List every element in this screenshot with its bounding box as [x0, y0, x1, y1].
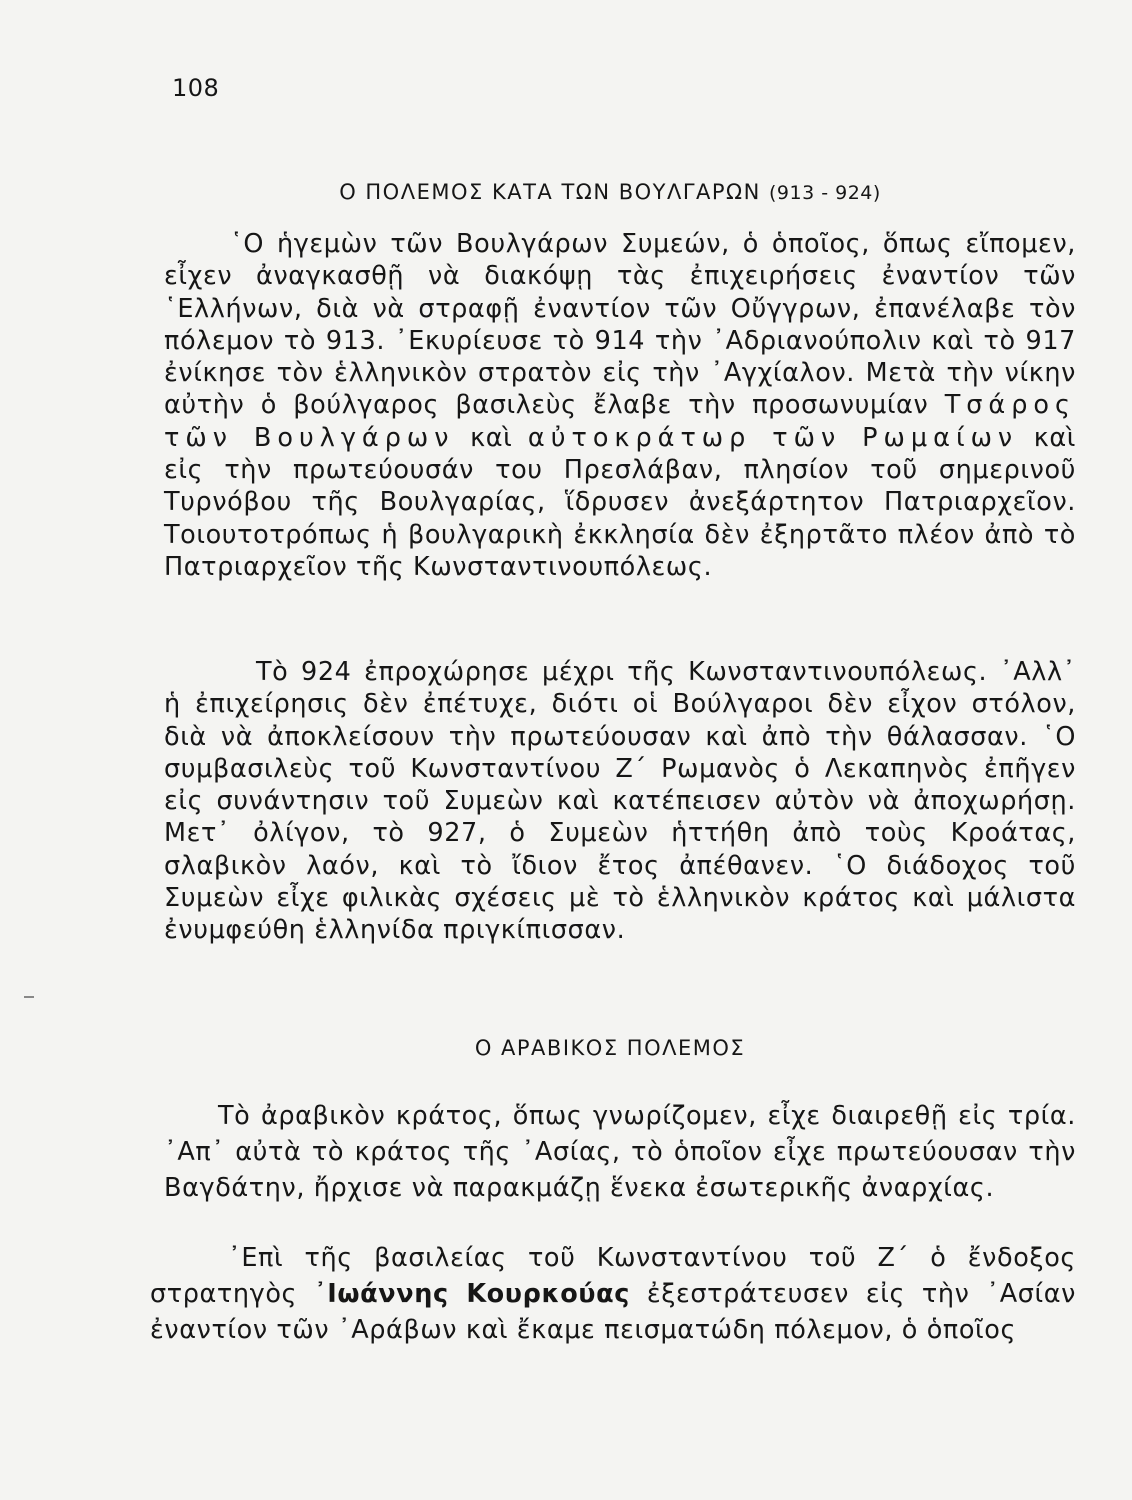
- paragraph-text: ἐξεστράτευσεν εἰς τὴν ᾿Ασίαν ἐναντίον τῶν ᾿Αράβων καὶ ἔκαμε πεισματώδη πόλεμον, ὁ ὁποῖος: [150, 1279, 1076, 1345]
- spaced-title-emperor: αὐτοκράτωρ τῶν Ρωμαίων: [527, 422, 1019, 453]
- page-number: 108: [172, 74, 220, 102]
- general-name: ᾿Ιωάννης Κουρκούας: [313, 1279, 630, 1309]
- section-heading-years: (913 - 924): [769, 182, 881, 204]
- spaced-title-tsar: Τσάρος τῶν Βουλγάρων: [164, 390, 1076, 453]
- section-heading-bulgarian-war: [130, 180, 1090, 204]
- paragraph-text: καὶ εἰς τὴν πρωτεύουσάν του Πρεσλάβαν, πλησίον τοῦ σημερινοῦ Τυρνόβου τῆς Βουλγαρίας, ἵδρυσεν ἀνεξάρτητον Πατριαρχεῖον. Τοιουτοτρόπως ἡ βουλγαρικὴ ἐκκλησία δὲν ἐξηρτᾶτο πλέον ἀπὸ τὸ Πατριαρχεῖον τῆς Κωνσταντινουπόλεως.: [164, 422, 1077, 582]
- section-heading-title: Ο ΠΟΛΕΜΟΣ ΚΑΤΑ ΤΩΝ ΒΟΥΛΓΑΡΩΝ: [339, 180, 761, 204]
- paragraph-siege-924: Τὸ 924 ἐπροχώρησε μέχρι τῆς Κωνσταντινουπόλεως. ᾿Αλλ᾿ ἡ ἐπιχείρησις δὲν ἐπέτυχε, διότι οἱ Βούλγαροι δὲν εἶχον στόλον, διὰ νὰ ἀποκλείσουν τὴν πρωτεύουσαν καὶ ἀπὸ τὴν θάλασσαν. ῾Ο συμβασιλεὺς τοῦ Κωνσταντίνου Ζ΄ Ρωμανὸς ὁ Λεκαπηνὸς ἐπῆγεν εἰς συνάντησιν τοῦ Συμεὼν καὶ κατέπεισεν αὐτὸν νὰ ἀποχωρήσῃ. Μετ᾿ ὀλίγον, τὸ 927, ὁ Συμεὼν ἡττήθη ἀπὸ τοὺς Κροάτας, σλαβικὸν λαόν, καὶ τὸ ἴδιον ἔτος ἀπέθανεν. ῾Ο διάδοχος τοῦ Συμεὼν εἶχε φιλικὰς σχέσεις μὲ τὸ ἑλληνικὸν κράτος καὶ μάλιστα ἐνυμφεύθη ἑλληνίδα πριγκίπισσαν.: [164, 657, 1076, 946]
- paragraph-text: ῾Ο ἡγεμὼν τῶν Βουλγάρων Συμεών, ὁ ὁποῖος, ὅπως εἴπομεν, εἶχεν ἀναγκασθῇ νὰ διακόψῃ τὰς ἐπιχειρήσεις ἐναντίον τῶν ῾Ελλήνων, διὰ νὰ στραφῇ ἐναντίον τῶν Οὔγγρων, ἐπανέλαβε τὸν πόλεμον τὸ 913. ᾿Εκυρίευσε τὸ 914 τὴν ᾿Αδριανούπολιν καὶ τὸ 917 ἐνίκησε τὸν ἑλληνικὸν στρατὸν εἰς τὴν ᾿Αγχίαλον. Μετὰ τὴν νίκην αὐτὴν ὁ βούλγαρος βασιλεὺς ἔλαβε τὴν προσωνυμίαν: [164, 229, 1076, 421]
- paragraph-arab-state: Τὸ ἀραβικὸν κράτος, ὅπως γνωρίζομεν, εἶχε διαιρεθῇ εἰς τρία. ᾿Απ᾿ αὐτὰ τὸ κράτος τῆς ᾿Ασίας, τὸ ὁποῖον εἶχε πρωτεύουσαν τὴν Βαγδάτην, ἤρχισε νὰ παρακμάζῃ ἕνεκα ἐσωτερικῆς ἀναρχίας.: [164, 1101, 1076, 1203]
- paragraph-text: ᾿Επὶ τῆς βασιλείας τοῦ Κωνσταντίνου τοῦ Ζ΄ ὁ ἔνδοξος στρατηγὸς: [150, 1243, 1076, 1309]
- paragraph-kourkouas: [150, 1240, 1076, 1348]
- paragraph-symeon: [164, 228, 1076, 583]
- section-heading-arab-war: Ο ΑΡΑΒΙΚΟΣ ΠΟΛΕΜΟΣ: [474, 1036, 746, 1060]
- scan-mark: [24, 996, 34, 998]
- paragraph-text: καὶ: [454, 422, 528, 453]
